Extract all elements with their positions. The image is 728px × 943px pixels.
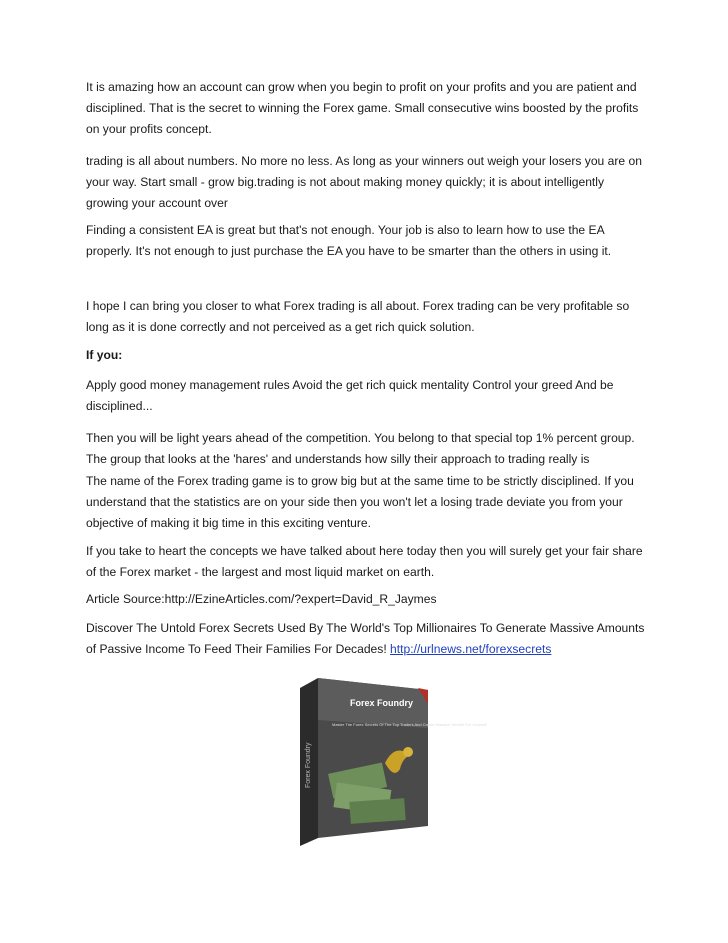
book-spine-title: Forex Foundry [305,742,312,788]
book-tagline: Master The Forex Secrets Of The Top Traders And Create Massive Wealth For Yourself [332,722,487,727]
paragraph-7: The name of the Forex trading game is to grow big but at the same time to be strictly disciplined. If you understand that the statistics are on your side then you won't let a losing trade deviate you from your objective of making it big time in this exciting venture. [86,474,634,530]
promo-text: Discover The Untold Forex Secrets Used By The World's Top Millionaires To Generate Massive Amounts of Passive Income To Feed Their Families For Decades! [86,621,645,656]
book-title: Forex Foundry [350,698,414,708]
paragraph-2: trading is all about numbers. No more no less. As long as your winners out weigh your losers you are on your way. Start small - grow big.trading is not about making money quickly; it is about intelligently growing your account over [86,154,642,210]
paragraph-5: Apply good money management rules Avoid the get rich quick mentality Control your greed And be disciplined... [86,378,614,413]
paragraph-6: Then you will be light years ahead of the competition. You belong to that special top 1% percent group. The group that looks at the 'hares' and understands how silly their approach to trading really is [86,431,635,466]
paragraph-3: Finding a consistent EA is great but that's not enough. Your job is also to learn how to use the EA properly. It's not enough to just purchase the EA you have to be smarter than the others in using it. [86,223,612,258]
paragraph-4: I hope I can bring you closer to what Forex trading is all about. Forex trading can be very profitable so long as it is done correctly and not perceived as a get rich quick solution. [86,299,630,334]
paragraph-promo [86,618,646,660]
paragraph-8: If you take to heart the concepts we have talked about here today then you will surely get your fair share of the Forex market - the largest and most liquid market on earth. [86,544,643,579]
if-you-heading: If you: [86,348,123,362]
promo-link[interactable]: http://urlnews.net/forexsecrets [390,642,552,656]
paragraph-1: It is amazing how an account can grow when you begin to profit on your profits and you are patient and disciplined. That is the secret to winning the Forex game. Small consecutive wins boosted by the profits on your profits concept. [86,80,639,136]
money-bill-3 [349,798,405,824]
book-cover-image [290,668,487,848]
gold-figure-head [403,747,413,757]
article-source: Article Source:http://EzineArticles.com/?expert=David_R_Jaymes [86,592,437,606]
